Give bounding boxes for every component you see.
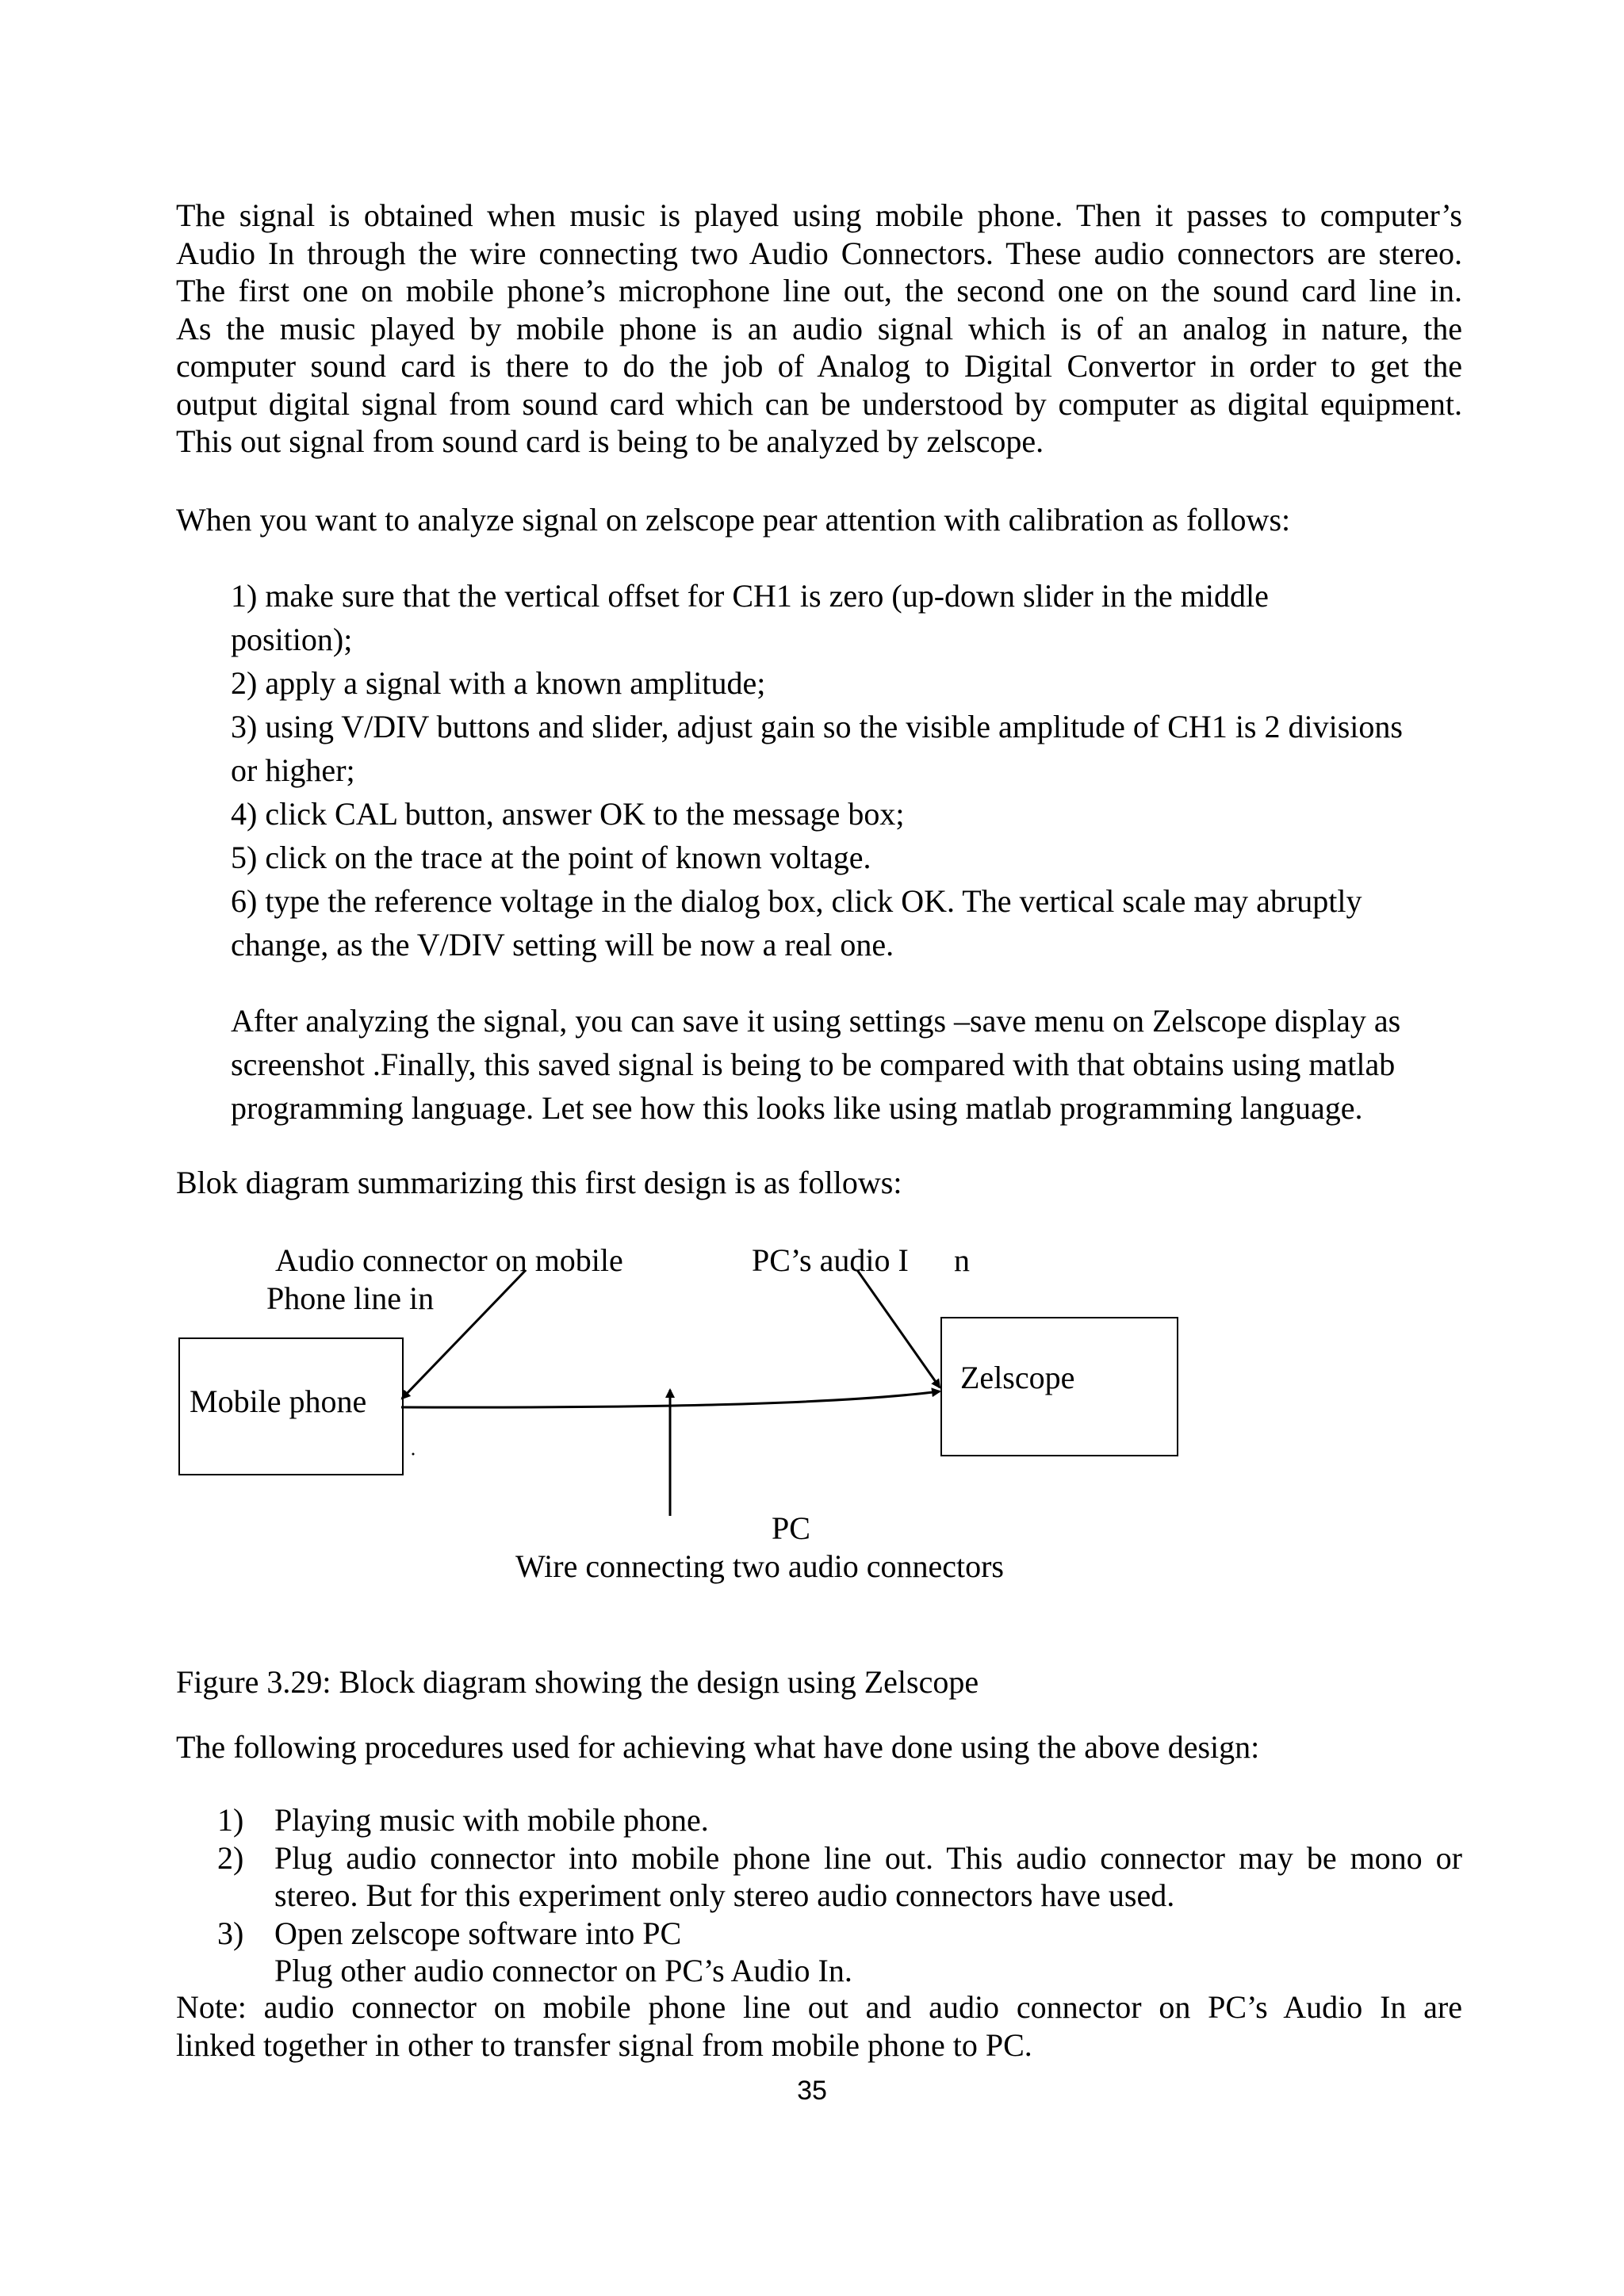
intro-line: Audio In through the wire connecting two Audio Connectors. These audio connectors are stereo. bbox=[176, 235, 1462, 271]
note-line: Note: audio connector on mobile phone line out and audio connector on PC’s Audio In are bbox=[176, 1989, 1462, 2025]
list-item-text: Playing music with mobile phone. bbox=[274, 1802, 709, 1838]
diagram-intro: Blok diagram summarizing this first design is as follows: bbox=[176, 1165, 902, 1200]
pc-audio-in-label: PC’s audio I bbox=[752, 1242, 909, 1278]
stray-dot bbox=[412, 1453, 415, 1456]
figure-caption: Figure 3.29: Block diagram showing the design using Zelscope bbox=[176, 1664, 979, 1700]
pc-label: PC bbox=[772, 1510, 810, 1546]
wire-label: Wire connecting two audio connectors bbox=[515, 1548, 1004, 1584]
intro-line: The signal is obtained when music is played using mobile phone. Then it passes to computer’s bbox=[176, 197, 1462, 233]
list-item-number: 1) bbox=[217, 1802, 244, 1838]
list-item bbox=[176, 1801, 1462, 1839]
list-item bbox=[176, 1915, 1462, 1953]
list-item-text: Plug other audio connector on PC’s Audio In. bbox=[274, 1953, 852, 1988]
procedures-intro: The following procedures used for achieving what have done using the above design: bbox=[176, 1729, 1260, 1765]
after-analysis-line: After analyzing the signal, you can save it using settings –save menu on Zelscope display as bbox=[231, 1003, 1401, 1039]
list-item-number: 3) bbox=[217, 1915, 244, 1951]
calibration-step-line: change, as the V/DIV setting will be now a real one. bbox=[231, 927, 894, 962]
intro-paragraph bbox=[176, 197, 1462, 461]
intro-line: computer sound card is there to do the job of Analog to Digital Convertor in order to get the bbox=[176, 348, 1462, 384]
intro-line: This out signal from sound card is being to be analyzed by zelscope. bbox=[176, 423, 1044, 459]
calibration-step-line: 3) using V/DIV buttons and slider, adjust gain so the visible amplitude of CH1 is 2 divisions bbox=[231, 709, 1403, 744]
block-diagram bbox=[0, 1221, 1624, 1609]
pc-audio-in-label-suffix: n bbox=[954, 1242, 970, 1278]
zelscope-label: Zelscope bbox=[960, 1360, 1075, 1395]
audio-connector-label-line1: Audio connector on mobile bbox=[275, 1242, 623, 1278]
list-item-text: Plug audio connector into mobile phone line out. This audio connector may be mono or stereo. But for this experiment only stereo audio connectors have used. bbox=[274, 1839, 1462, 1913]
procedures-list bbox=[176, 1801, 1462, 1990]
note-line: linked together in other to transfer signal from mobile phone to PC. bbox=[176, 2026, 1032, 2063]
intro-line: output digital signal from sound card which can be understood by computer as digital equipment. bbox=[176, 385, 1462, 422]
calibration-step-line: 1) make sure that the vertical offset for CH1 is zero (up-down slider in the middle bbox=[231, 578, 1269, 614]
page-number: 35 bbox=[797, 2076, 827, 2106]
calibration-intro: When you want to analyze signal on zelscope pear attention with calibration as follows: bbox=[176, 502, 1291, 538]
list-item-text: Open zelscope software into PC bbox=[274, 1915, 682, 1951]
after-analysis-line: programming language. Let see how this looks like using matlab programming language. bbox=[231, 1090, 1363, 1126]
calibration-step-line: 5) click on the trace at the point of known voltage. bbox=[231, 840, 871, 875]
calibration-step-line: position); bbox=[231, 622, 353, 657]
audio-connector-label-line2: Phone line in bbox=[266, 1280, 435, 1316]
calibration-step-line: 4) click CAL button, answer OK to the message box; bbox=[231, 796, 905, 832]
calibration-step-line: or higher; bbox=[231, 752, 355, 788]
calibration-step-line: 2) apply a signal with a known amplitude; bbox=[231, 665, 766, 701]
mobile-phone-label: Mobile phone bbox=[190, 1383, 367, 1419]
calibration-step-line: 6) type the reference voltage in the dialog box, click OK. The vertical scale may abruptly bbox=[231, 883, 1362, 919]
list-item-number: 2) bbox=[217, 1839, 244, 1876]
calibration-steps bbox=[231, 574, 1462, 966]
list-item-continuation bbox=[176, 1952, 1462, 1990]
after-analysis-paragraph bbox=[231, 999, 1462, 1130]
after-analysis-line: screenshot .Finally, this saved signal is being to be compared with that obtains using matlab bbox=[231, 1047, 1396, 1082]
list-item bbox=[176, 1839, 1462, 1915]
intro-line: As the music played by mobile phone is an audio signal which is of an analog in nature, the bbox=[176, 310, 1462, 346]
note-paragraph bbox=[176, 1988, 1462, 2064]
intro-line: The first one on mobile phone’s microphone line out, the second one on the sound card line in. bbox=[176, 273, 1462, 308]
pc-audio-in-pointer bbox=[857, 1270, 940, 1387]
